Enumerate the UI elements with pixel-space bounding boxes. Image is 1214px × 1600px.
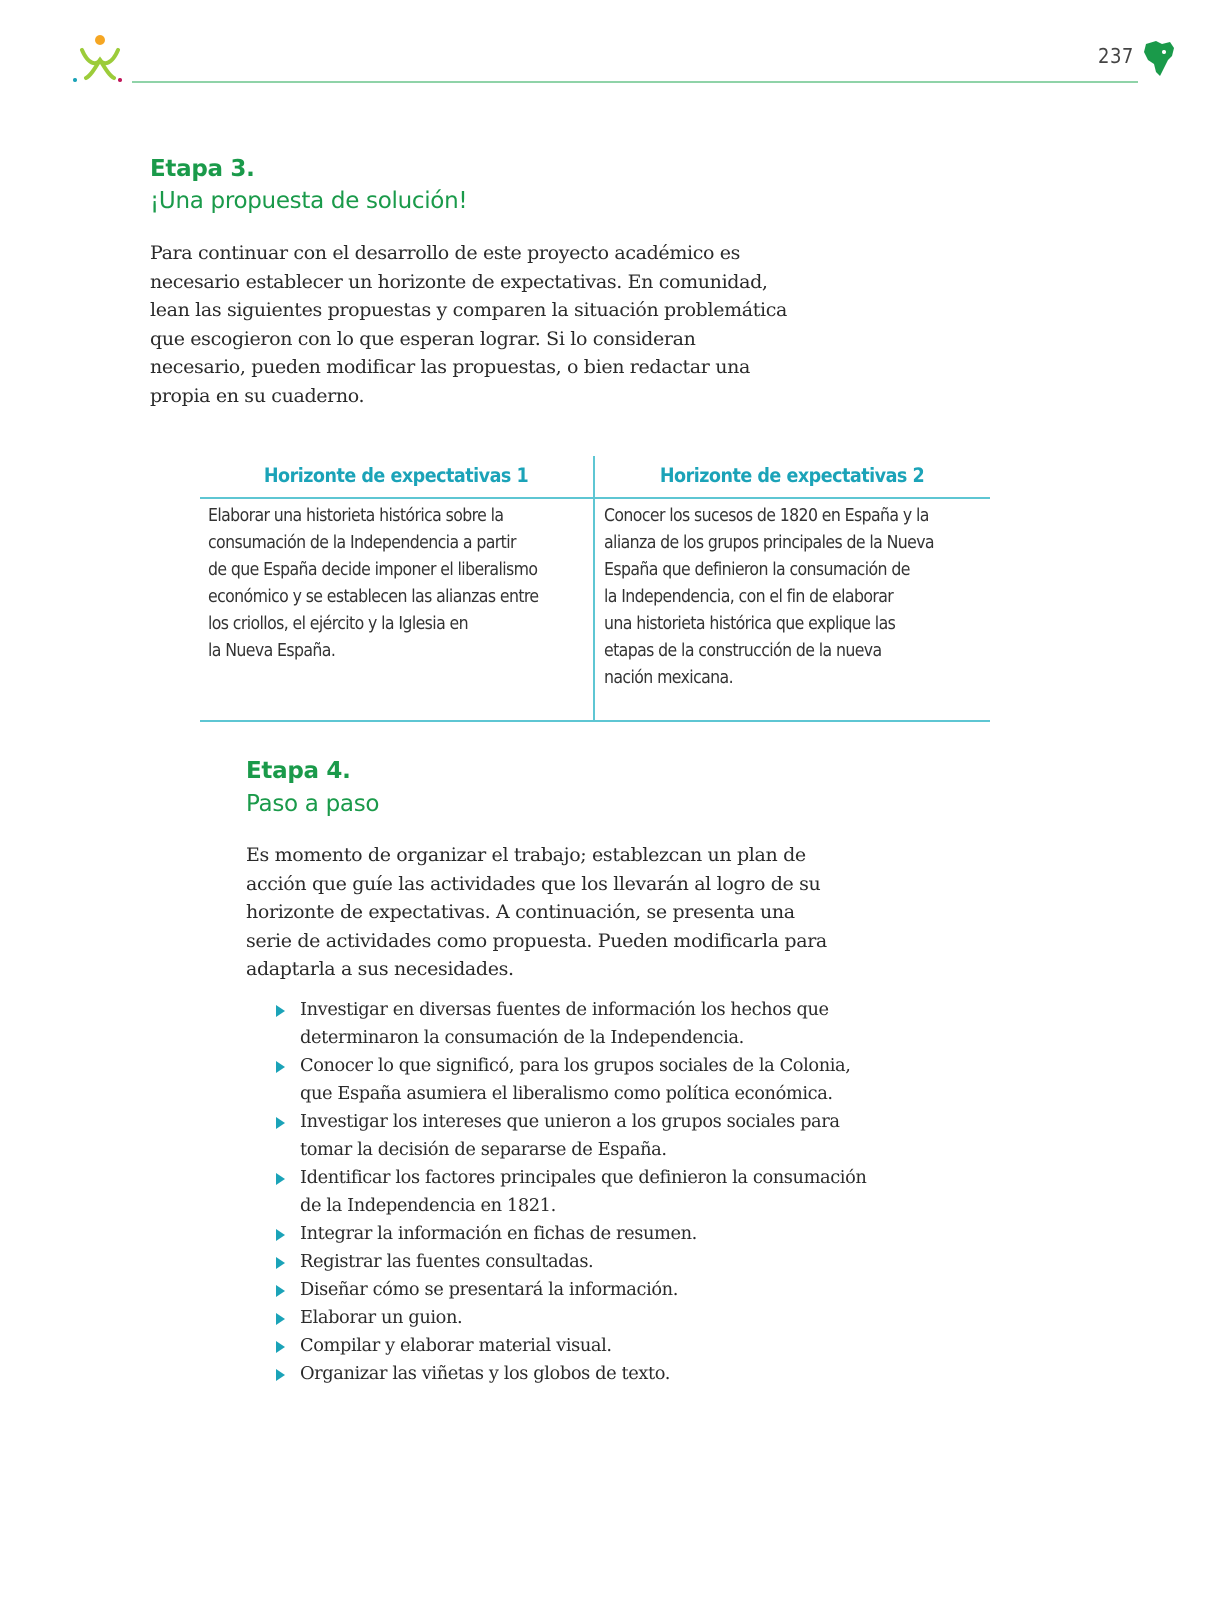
activity-list (272, 996, 892, 1388)
triangle-bullet-icon (276, 1173, 285, 1185)
stage4-subtitle: Paso a paso (246, 791, 380, 817)
stage4-paragraph: Es momento de organizar el trabajo; establezcan un plan de acción que guíe las actividades que los llevarán al logro de su horizonte de expectativas. A continuación, se presenta una serie de actividades como propuesta. Pueden modificarla para adaptarla a sus necesidades. (246, 844, 827, 980)
table-bottom-rule (200, 720, 990, 722)
list-item: Registrar las fuentes consultadas. (272, 1248, 892, 1276)
stage3-label: Etapa 3. (150, 156, 255, 182)
stage4-label: Etapa 4. (246, 758, 351, 784)
list-item: Conocer lo que significó, para los grupos sociales de la Colonia, que España asumiera el liberalismo como política económica. (272, 1052, 892, 1108)
page-number: 237 (1098, 44, 1134, 68)
header-rule (132, 81, 1138, 83)
stage3-paragraph: Para continuar con el desarrollo de este proyecto académico es necesario establecer un horizonte de expectativas. En comunidad, lean las siguientes propuestas y comparen la situación problemática que escogieron con lo que esperan lograr. Si lo consideran necesario, pueden modificar las propuestas, o bien redactar una propia en su cuaderno. (150, 242, 788, 407)
triangle-bullet-icon (276, 1061, 285, 1073)
list-item: Identificar los factores principales que definieron la consumación de la Independencia en 1821. (272, 1164, 892, 1220)
list-item: Compilar y elaborar material visual. (272, 1332, 892, 1360)
expectations-2-text: Conocer los sucesos de 1820 en España y la alianza de los grupos principales de la Nueva España que definieron la consumación de la Independencia, con el fin de elaborar una historieta histórica que explique las etapas de la construcción de la nueva nación mexicana. (604, 506, 934, 688)
list-item: Integrar la información en fichas de resumen. (272, 1220, 892, 1248)
triangle-bullet-icon (276, 1369, 285, 1381)
triangle-bullet-icon (276, 1117, 285, 1129)
green-map-icon (1142, 38, 1176, 78)
list-item: Investigar en diversas fuentes de información los hechos que determinaron la consumación de la Independencia. (272, 996, 892, 1052)
list-item: Organizar las viñetas y los globos de texto. (272, 1360, 892, 1388)
list-item: Elaborar un guion. (272, 1304, 892, 1332)
table-column-divider (593, 456, 595, 721)
triangle-bullet-icon (276, 1285, 285, 1297)
triangle-bullet-icon (276, 1313, 285, 1325)
triangle-bullet-icon (276, 1005, 285, 1017)
person-figure-logo-icon (72, 30, 128, 86)
triangle-bullet-icon (276, 1229, 285, 1241)
expectations-table (200, 456, 990, 721)
expectations-1-heading: Horizonte de expectativas 1 (263, 464, 529, 487)
stage3-subtitle: ¡Una propuesta de solución! (150, 188, 468, 214)
expectations-1-text: Elaborar una historieta histórica sobre la consumación de la Independencia a partir de que España decide imponer el liberalismo económico y se establecen las alianzas entre los criollos, el ejército y la Iglesia en la Nueva España. (208, 506, 539, 661)
triangle-bullet-icon (276, 1257, 285, 1269)
triangle-bullet-icon (276, 1341, 285, 1353)
list-item: Diseñar cómo se presentará la información. (272, 1276, 892, 1304)
expectations-2-heading: Horizonte de expectativas 2 (659, 464, 925, 487)
list-item: Investigar los intereses que unieron a los grupos sociales para tomar la decisión de separarse de España. (272, 1108, 892, 1164)
table-top-rule (200, 497, 990, 499)
